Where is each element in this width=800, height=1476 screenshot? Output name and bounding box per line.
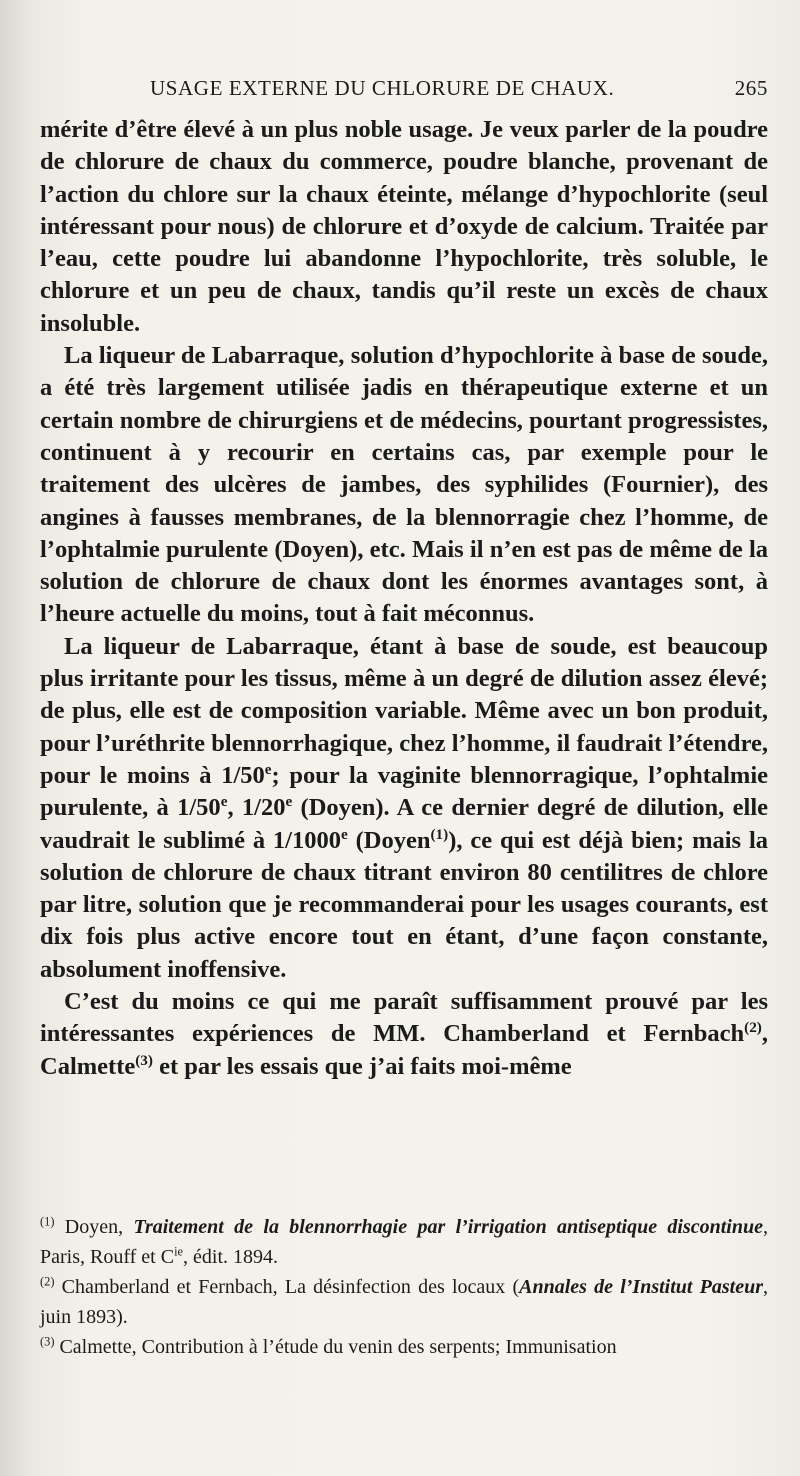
paragraph-4-text: , Calmette: [40, 1020, 768, 1080]
paragraph-3: [40, 631, 768, 986]
footnote-journal-title: Annales de l’Institut Pasteur: [519, 1276, 764, 1298]
paragraph-3-text: (Doyen). A ce dernier degré de dilution, elle vaudrait le sublimé à 1/1000: [40, 794, 768, 854]
footnote-text: , juin 1893).: [40, 1276, 769, 1328]
paragraph-3-text: ), ce qui est déjà bien; mais la solution de chlorure de chaux titrant environ 80 centilitres de chlore par litre, solution que je recommanderai pour les usages courants, est dix fois plus active encore tout en étant, d’une façon constante, absolument inoffensive.: [40, 826, 769, 983]
paragraph-4-text: C’est du moins ce qui me paraît suffisamment prouvé par les intéressantes expériences de MM. Chamberland et Fernbach: [40, 988, 768, 1048]
footnote-text: Doyen,: [54, 1216, 134, 1238]
running-header: [150, 76, 768, 108]
footnote-superscript: ie: [174, 1244, 184, 1259]
footnote-text: , édit. 1894.: [183, 1246, 279, 1268]
footnote-ref-2[interactable]: (2): [744, 1019, 762, 1037]
footnote-text: Calmette, Contribution à l’étude du venin des serpents; Immunisation: [54, 1336, 617, 1358]
paragraph-3-text: ; pour la vaginite blennorragique, l’ophtalmie purulente, à 1/50: [40, 761, 769, 822]
footnote-mark: (3): [40, 1334, 55, 1349]
paragraph-4: [40, 986, 768, 1083]
running-title: USAGE EXTERNE DU CHLORURE DE CHAUX.: [150, 76, 615, 100]
footnote-1: [40, 1212, 768, 1272]
superscript-e: e: [285, 793, 293, 811]
footnote-work-title: Traitement de la blennorrhagie par l’irrigation antiseptique discontinue: [133, 1216, 763, 1238]
superscript-e: e: [341, 825, 348, 843]
paragraph-4-text: et par les essais que j’ai faits moi-même: [152, 1052, 572, 1080]
paragraph-3-text: , 1/20: [227, 794, 286, 822]
footnote-ref-1[interactable]: (1): [430, 825, 449, 843]
footnotes: [40, 1212, 768, 1362]
footnote-3: [40, 1332, 768, 1362]
footnote-mark: (2): [40, 1274, 55, 1289]
main-text: [40, 114, 768, 1083]
page-number: 265: [734, 76, 768, 100]
paragraph-3-text: La liqueur de Labarraque, étant à base de soude, est beaucoup plus irritante pour les tissus, même à un degré de dilution assez élevé; de plus, elle est de composition variable. Même avec un bon produit, pour l’uréthrite blennorrhagique, chez l’homme, il faudrait l’étendre, pour le moins à 1/50: [40, 632, 768, 789]
superscript-e: e: [264, 760, 272, 778]
paragraph-3-text: (Doyen: [347, 826, 431, 854]
superscript-e: e: [220, 793, 228, 811]
paragraph-2: La liqueur de Labarraque, solution d’hypochlorite à base de soude, a été très largement utilisée jadis en thérapeutique externe et un certain nombre de chirurgiens et de médecins, pourtant progressistes, continuent à y recourir en certains cas, par exemple pour le traitement des ulcères de jambes, des syphilides (Fournier), des angines à fausses membranes, de la blennorragie chez l’homme, de l’ophtalmie purulente (Doyen), etc. Mais il n’en est pas de même de la solution de chlorure de chaux dont les énormes avantages sont, à l’heure actuelle du moins, tout à fait méconnus.: [40, 342, 768, 628]
footnote-2: [40, 1272, 768, 1332]
footnote-mark: (1): [40, 1214, 55, 1229]
footnote-text: , Paris, Rouff et C: [40, 1216, 768, 1268]
paragraph-1: mérite d’être élevé à un plus noble usage. Je veux parler de la poudre de chlorure de chaux du commerce, poudre blanche, provenant de l’action du chlore sur la chaux éteinte, mélange d’hypochlorite (seul intéressant pour nous) de chlorure et d’oxyde de calcium. Traitée par l’eau, cette poudre lui abandonne l’hypochlorite, très soluble, le chlorure et un peu de chaux, tandis qu’il reste un excès de chaux insoluble.: [40, 116, 768, 337]
footnote-ref-3[interactable]: (3): [135, 1051, 153, 1069]
footnote-text: Chamberland et Fernbach, La désinfection des locaux (: [54, 1276, 520, 1298]
